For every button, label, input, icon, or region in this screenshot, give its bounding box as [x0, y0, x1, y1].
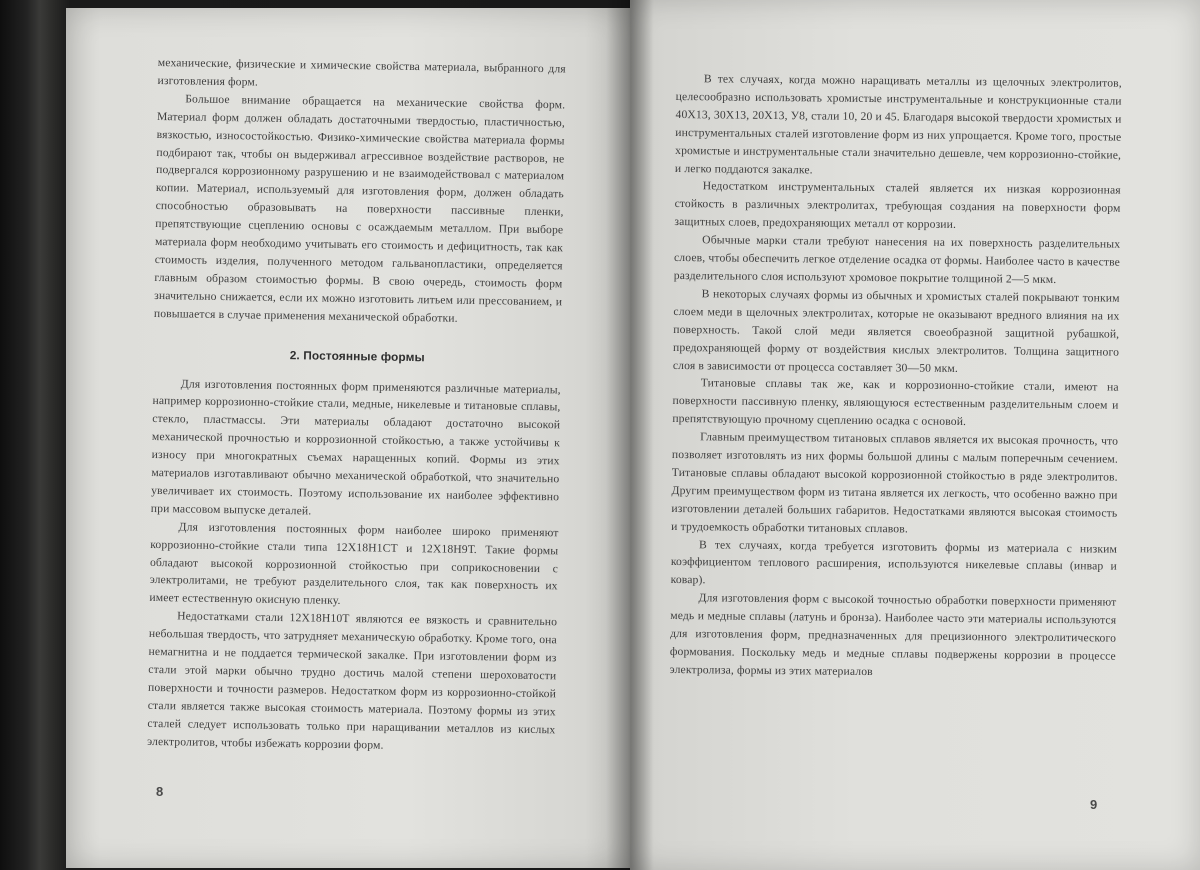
right-page: [630, 0, 1200, 870]
paragraph: Недостатком инструментальных сталей является их низкая коррозионная стойкость в различных электролитах, требующая создания на поверхности форм защитных слоев, предохраняющих металл от коррозии.: [674, 179, 1121, 232]
paragraph: Недостатками стали 12Х18Н10Т являются ее вязкость и сравнительно небольшая твердость, что затрудняет механическую обработку. Кроме того, она немагнитна и не поддается термической закалке. При изготовлении форм из стали этой марки обычно трудно достичь малой степени шероховатости поверхности и точности размеров. Недостатком форм из коррозионно-стойкой стали является также высокая стоимость материала. Поэтому формы из этих сталей следует использовать только при наращивании металлов из кислых электролитов, чтобы избежать коррозии форм.: [147, 609, 558, 752]
page-number-right: 9: [1090, 797, 1098, 812]
paragraph: Для изготовления постоянных форм наиболее широко применяют коррозионно-стойкие стали типа 12Х18Н1СТ и 12Х18Н9Т. Такие формы обладают высокой коррозионной стойкостью при соприкосновении с электролитами, не требуют разделительного слоя, так как поверхность их имеет естественную окисную пленку.: [149, 520, 559, 608]
left-page-text: [147, 54, 566, 757]
paragraph: Титановые сплавы так же, как и коррозионно-стойкие стали, имеют на поверхности пассивную пленку, являющуюся естественным разделительным слоем и препятствующую прочному сцеплению осадка с основой.: [672, 376, 1119, 429]
paragraph: механические, физические и химические свойства материала, выбранного для изготовления форм.: [157, 55, 566, 89]
paragraph: Для изготовления форм с высокой точностью обработки поверхности применяют медь и медные сплавы (латунь и бронза). Наиболее часто эти материалы используются для изготовления форм, предназначенных для прецизионного электролитического формования. Поскольку медь и медные сплавы подвержены коррозии в процессе электролиза, формы из этих материалов: [669, 591, 1117, 678]
page-number-left: 8: [156, 784, 164, 799]
paragraph: В некоторых случаях формы из обычных и хромистых сталей покрывают тонким слоем меди в щелочных электролитах, которые не оказывают вредного влияния на их поверхность. Такой слой меди является своеобразной защитной рубашкой, предохраняющей форму от воздействия кислых электролитов. Толщина защитного слоя в зависимости от процесса составляет 30—50 мкм.: [672, 287, 1120, 375]
section-heading: 2. Постоянные формы: [289, 347, 425, 364]
paragraph: В тех случаях, когда требуется изготовить формы из материала с низким коэффициентом теплового расширения, используются никелевые сплавы (инвар и ковар).: [670, 537, 1118, 587]
paragraph: В тех случаях, когда можно наращивать металлы из щелочных электролитов, целесообразно использовать хромистые инструментальные и конструкционные стали 40Х13, 30Х13, 20Х13, У8, стали 10, 20 и 45. Благодаря высокой твердости хромистых и инструментальных сталей изготовление форм из них упрощается. Кроме того, простые хромистые и инструментальные стали значительно дешевле, чем коррозионно-стойкие, и легко поддаются закалке.: [674, 72, 1122, 176]
paragraph: Для изготовления постоянных форм применяются различные материалы, например коррозионно-стойкие стали, медные, никелевые и титановые сплавы, стекло, пластмассы. Эти материалы обладают достаточно высокой механической прочностью и коррозионной стойкостью, а также устойчивы к износу при многократных съемах наращенных копий. Формы из этих материалов изготавливают обычно механической обработкой, что значительно увеличивает их стоимость. Поэтому использование их наиболее эффективно при массовом выпуске деталей.: [150, 376, 561, 518]
paragraph: Большое внимание обращается на механические свойства форм. Материал форм должен обладать достаточными твердостью, пластичностью, вязкостью, износостойкостью. Физико-химические свойства материала формы подбирают так, чтобы он выдерживал агрессивное воздействие растворов, не подвергался коррозионному разрушению и не взаимодействовал с материалом копии. Материал, используемый для изготовления форм, должен обладать способностью образовывать на поверхности пассивные пленки, препятствующие сцеплению основы с осаждаемым металлом. При выборе материала форм необходимо учитывать его стоимость и дефицитность, так как стоимость изделия, полученного методом гальванопластики, определяется главным образом стоимостью формы. В свою очередь, стоимость форм значительно снижается, если их можно изготовить литьем или прессованием, и повышается в случае применения механической обработки.: [153, 92, 566, 325]
paragraph: Главным преимуществом титановых сплавов является их высокая прочность, что позволяет изготовлять из них формы большой длины с малым поперечным сечением. Титановые сплавы обладают высокой коррозионной стойкостью в ряде электролитов. Другим преимуществом форм из титана является их легкость, что особенно важно при изготовлении деталей больших габаритов. Недостатками являются высокая стоимость и трудоемкость обработки титановых сплавов.: [671, 430, 1119, 536]
left-page: [66, 8, 630, 868]
paragraph: Обычные марки стали требуют нанесения на их поверхность разделительных слоев, чтобы обеспечить легкое отделение осадка от формы. Наиболее часто в качестве разделительного слоя используют хромовое покрытие толщиной 2—5 мкм.: [673, 233, 1121, 286]
right-page-text: [670, 70, 1122, 683]
